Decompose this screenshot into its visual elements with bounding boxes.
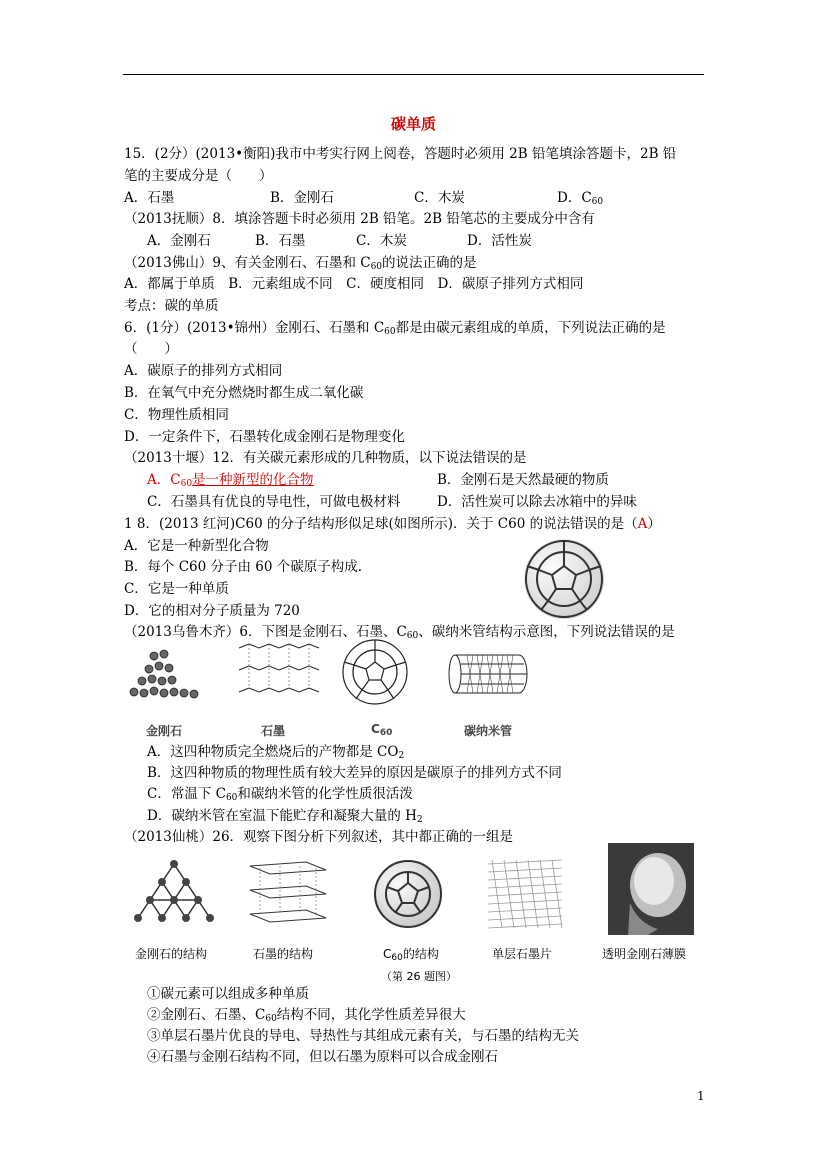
caption-nanotube: 碳纳米管 [464,724,513,738]
c60-lattice-image [368,856,448,932]
q-foshan-stem: （2013佛山）9、有关金刚石、石墨和 $C_{60}$的说法正确的是 [124,255,477,272]
q15-option-d: D．$C_{60}$ [557,190,604,207]
q-fushun-option-a: A．金刚石 [147,233,211,249]
page-title: 碳单质 [390,115,436,133]
c60-molecule-image [518,536,610,622]
q15-option-a: A．石墨 [124,190,175,206]
q12-option-d: D．活性炭可以除去冰箱中的异味 [437,494,637,510]
q6-option-c: C．物理性质相同 [124,407,229,423]
q6-option-b: B．在氧气中充分燃烧时都生成二氧化碳 [124,385,364,401]
caption-diamond-film: 透明金刚石薄膜 [602,947,687,961]
q-fushun-option-d: D．活性炭 [467,233,532,249]
q-urumqi-option-a: A．这四种物质完全燃烧后的产物都是 $CO_2$ [147,744,405,761]
q18-option-a: A．它是一种新型化合物 [124,538,269,554]
q-foshan-kaodian: 考点：碳的单质 [124,298,219,314]
q18-option-c: C．它是一种单质 [124,581,229,597]
q12-option-c: C．石墨具有优良的导电性，可做电极材料 [147,494,401,510]
graphite-lattice-image [246,858,330,930]
q26-statement-1: ①碳元素可以组成多种单质 [147,986,309,1002]
q-urumqi-stem: （2013乌鲁木齐）6．下图是金刚石、石墨、$C_{60}$、碳纳米管结构示意图，下列说法错误的是 [124,624,675,641]
q26-statement-2: ②金刚石、石墨、$C_{60}$结构不同，其化学性质差异很大 [147,1007,466,1024]
q-fushun-option-b: B．石墨 [255,233,306,249]
caption-c60: $C_{60}$ [371,722,393,738]
q15-option-b: B．金刚石 [270,190,334,206]
header-rule [123,74,704,75]
q18-option-b: B．每个 C60 分子由 60 个碳原子构成. [124,559,363,575]
q18-option-d: D．它的相对分子质量为 720 [124,603,300,619]
c60-structure-image [340,638,410,706]
diamond-structure-image [124,644,204,704]
q-foshan-options: A．都属于单质 B．元素组成不同 C．硬度相同 D．碳原子排列方式相同 [124,276,584,292]
diamond-film-photo [608,843,694,935]
q6-option-a: A．碳原子的排列方式相同 [124,363,283,379]
q6-option-d: D．一定条件下，石墨转化成金刚石是物理变化 [124,429,405,445]
q26-statement-3: ③单层石墨片优良的导电、导热性与其组成元素有关，与石墨的结构无关 [147,1028,579,1044]
q26-statement-4: ④石墨与金刚石结构不同，但以石墨为原料可以合成金刚石 [147,1049,498,1065]
q15-stem-line2: 笔的主要成分是（ ） [124,168,273,184]
graphite-structure-image [236,640,322,702]
page-number: 1 [697,1089,705,1103]
q6-stem-line1: 6．(1分）(2013•锦州）金刚石、石墨和 $C_{60}$都是由碳元素组成的单质，下列说法正确的是 [124,320,666,337]
q-urumqi-option-d: D．碳纳米管在室温下能贮存和凝聚大量的 $H_2$ [147,808,423,825]
q-fushun-option-c: C．木炭 [356,233,407,249]
caption-diamond: 金刚石 [146,724,183,738]
caption-graphite-structure: 石墨的结构 [253,947,314,961]
q12-stem: （2013十堰）12．有关碳元素形成的几种物质，以下说法错误的是 [124,450,527,466]
diamond-lattice-image [130,856,218,930]
nanotube-structure-image [447,651,529,697]
figure-26-caption: （第 26 题图） [381,970,457,983]
q-urumqi-option-b: B．这四种物质的物理性质有较大差异的原因是碳原子的排列方式不同 [147,765,562,781]
q15-stem-line1: 15．(2分）(2013•衡阳)我市中考实行网上阅卷，答题时必须用 2B 铅笔填涂答题卡，2B 铅 [124,146,677,162]
q15-option-c: C．木炭 [414,190,465,206]
caption-graphene: 单层石墨片 [492,947,553,961]
q-urumqi-option-c: C．常温下 $C_{60}$和碳纳米管的化学性质很活泼 [147,786,413,803]
caption-graphite: 石墨 [261,724,286,738]
graphene-sheet-image [486,858,564,930]
q6-stem-line2: （ ） [124,341,178,357]
q26-stem: （2013仙桃）26．观察下图分析下列叙述，其中都正确的一组是 [124,829,514,845]
q-fushun-stem: （2013抚顺）8．填涂答题卡时必须用 2B 铅笔。2B 铅笔芯的主要成分中含有 [124,211,595,227]
caption-c60-structure: $C_{60}$的结构 [383,947,439,963]
q18-answer: A [637,516,648,532]
caption-diamond-structure: 金刚石的结构 [135,947,208,961]
q12-option-b: B．金刚石是天然最硬的物质 [437,472,609,488]
q12-option-a: A．$C_{60}$是一种新型的化合物 [147,472,314,489]
q18-stem: 1 8．(2013 红河)C60 的分子结构形似足球(如图所示)．关于 C60 的说法错误的是（A） [124,516,661,532]
